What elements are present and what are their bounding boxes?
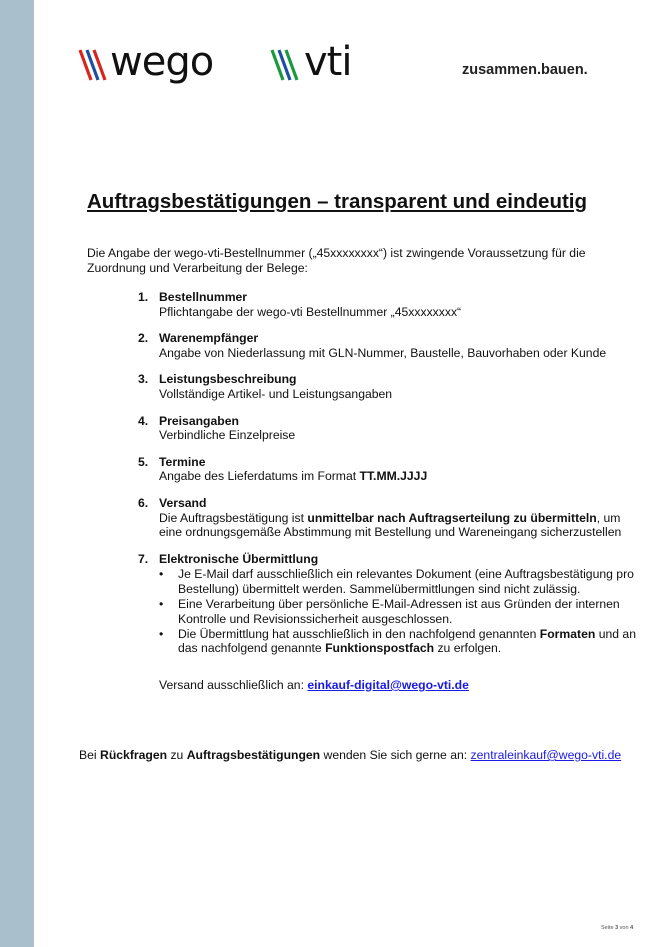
item-text: Pflichtangabe der wego-vti Bestellnummer „45xxxxxxxx“ xyxy=(159,304,462,319)
item-number: 3. xyxy=(138,372,149,387)
bullet-item: • Je E-Mail darf ausschließlich ein relevantes Dokument (eine Auftragsbestätigung pro Bestellung) übermittelt werden. Sammelübermittlungen sind nicht zulässig. xyxy=(178,567,638,596)
list-item xyxy=(138,331,638,360)
item-text-post: , um eine ordnungsgemäße Abstimmung mit Bestellung und Wareneingang sicherzustellen xyxy=(159,510,622,540)
list-item xyxy=(138,290,638,319)
slogan: zusammen.bauen. xyxy=(462,62,588,78)
item-number: 4. xyxy=(138,413,149,428)
vti-logo xyxy=(270,39,352,85)
item-text-bold: unmittelbar nach Auftragserteilung zu übermitteln xyxy=(307,510,597,525)
vti-stripes-icon xyxy=(270,42,304,82)
bullet-bold-mailbox: Funktionspostfach xyxy=(325,641,435,656)
item-text: Angabe von Niederlassung mit GLN-Nummer, Baustelle, Bauvorhaben oder Kunde xyxy=(159,345,607,360)
item-heading: Leistungsbeschreibung xyxy=(159,372,297,387)
item-heading: Versand xyxy=(159,495,207,510)
list-item xyxy=(138,496,638,540)
bullet-text-pre: Die Übermittlung hat ausschließlich in den nachfolgend genannten xyxy=(178,626,540,641)
item-heading: Bestellnummer xyxy=(159,290,248,304)
item-number: 7. xyxy=(138,551,149,566)
item-heading: Elektronische Übermittlung xyxy=(159,551,319,566)
footer-text-post: wenden Sie sich gerne an: xyxy=(320,748,471,762)
list-item xyxy=(138,455,638,484)
intro-paragraph: Die Angabe der wego-vti-Bestellnummer („45xxxxxxxx“) ist zwingende Voraussetzung für die Zuordnung und Verarbeitung der Belege: xyxy=(87,246,586,275)
page-total: 4 xyxy=(630,925,634,931)
page-mid: von xyxy=(618,925,631,931)
list-item xyxy=(138,552,638,656)
item-text xyxy=(159,511,621,540)
page-label: Seite xyxy=(601,925,616,931)
item-text-pre: Angabe des Lieferdatums im Format xyxy=(159,469,360,484)
item-heading: Preisangaben xyxy=(159,413,239,428)
page-number xyxy=(601,925,633,931)
item-text: Verbindliche Einzelpreise xyxy=(159,428,296,443)
wego-logo xyxy=(78,39,214,85)
item-number: 2. xyxy=(138,331,149,346)
vti-logo-text: vti xyxy=(304,39,352,85)
bullet-bold-formats: Formaten xyxy=(539,626,596,641)
versand-email-link[interactable]: einkauf-digital@wego-vti.de xyxy=(307,678,469,692)
item-heading: Termine xyxy=(159,454,206,469)
list-item xyxy=(138,372,638,401)
item-text: Vollständige Artikel- und Leistungsangaben xyxy=(159,386,393,401)
item-heading: Warenempfänger xyxy=(159,331,259,346)
item-number: 5. xyxy=(138,454,149,469)
page-current: 3 xyxy=(615,925,619,931)
versand-line xyxy=(159,678,469,692)
wego-logo-text: wego xyxy=(110,39,214,85)
footer-bold-rueckfragen: Rückfragen xyxy=(100,748,168,762)
item-number: 6. xyxy=(138,495,149,510)
date-format: TT.MM.JJJJ xyxy=(359,469,428,484)
page-title: Auftragsbestätigungen – transparent und eindeutig xyxy=(87,190,588,213)
bullet-text-mid: und an das nachfolgend genannte xyxy=(178,626,636,656)
bullet-list xyxy=(159,567,638,655)
item-text xyxy=(159,469,427,483)
bullet-item xyxy=(178,627,638,656)
sidebar-band xyxy=(0,0,34,947)
wego-stripes-icon xyxy=(78,42,110,82)
versand-label: Versand ausschließlich an: xyxy=(159,678,308,692)
footer-contact xyxy=(79,748,621,762)
item-number: 1. xyxy=(138,290,149,304)
requirements-list xyxy=(138,290,638,668)
footer-text-pre: Bei xyxy=(79,748,101,762)
bullet-item: • Eine Verarbeitung über persönliche E-Mail-Adressen ist aus Gründen der internen Kontrolle und Revisionssicherheit ausgeschlossen. xyxy=(178,597,638,626)
footer-bold-auftrag: Auftragsbestätigungen xyxy=(186,748,321,762)
bullet-text-post: zu erfolgen. xyxy=(434,641,502,656)
footer-email-link[interactable]: zentraleinkauf@wego-vti.de xyxy=(470,748,622,762)
footer-text-mid: zu xyxy=(167,748,187,762)
list-item xyxy=(138,414,638,443)
item-text-pre: Die Auftragsbestätigung ist xyxy=(159,510,308,525)
